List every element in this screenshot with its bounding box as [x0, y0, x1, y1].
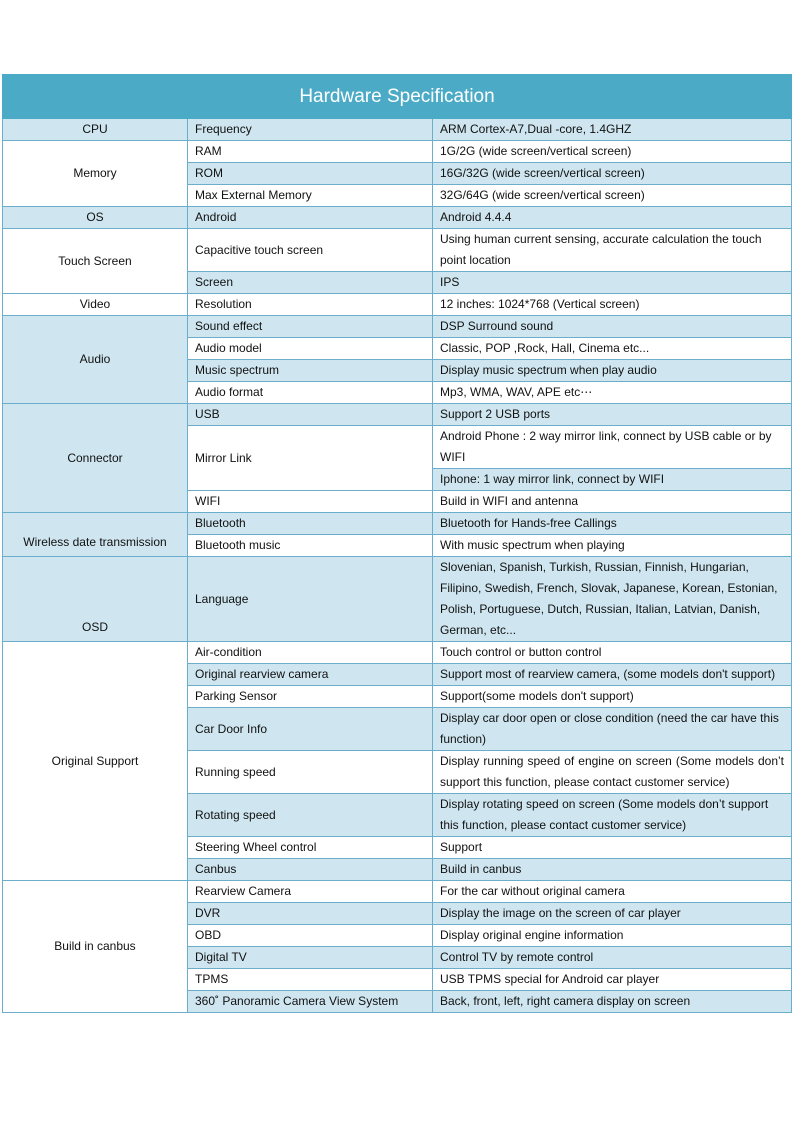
spec-value: Using human current sensing, accurate calculation the touch point location — [433, 229, 792, 272]
spec-value: Bluetooth for Hands-free Callings — [433, 513, 792, 535]
spec-item: Rotating speed — [188, 794, 433, 837]
spec-item: USB — [188, 404, 433, 426]
spec-row — [3, 513, 792, 535]
spec-category: CPU — [3, 119, 188, 141]
spec-value: Classic, POP ,Rock, Hall, Cinema etc... — [433, 338, 792, 360]
spec-item: Capacitive touch screen — [188, 229, 433, 272]
spec-item: Original rearview camera — [188, 664, 433, 686]
spec-item: Screen — [188, 272, 433, 294]
spec-value: Build in canbus — [433, 859, 792, 881]
spec-category: Wireless date transmission — [3, 513, 188, 557]
table-title-row — [3, 75, 792, 119]
spec-category: Memory — [3, 141, 188, 207]
table-title: Hardware Specification — [3, 75, 792, 119]
spec-value: 1G/2G (wide screen/vertical screen) — [433, 141, 792, 163]
spec-category: Touch Screen — [3, 229, 188, 294]
spec-value: Display music spectrum when play audio — [433, 360, 792, 382]
spec-row — [3, 229, 792, 272]
spec-row — [3, 404, 792, 426]
hardware-spec-table — [2, 74, 792, 1013]
spec-row — [3, 141, 792, 163]
spec-item: Steering Wheel control — [188, 837, 433, 859]
spec-value: Build in WIFI and antenna — [433, 491, 792, 513]
spec-row — [3, 119, 792, 141]
spec-value: Display rotating speed on screen (Some models don’t support this function, please contact customer service) — [433, 794, 792, 837]
spec-item: Audio model — [188, 338, 433, 360]
spec-row — [3, 207, 792, 229]
spec-row — [3, 316, 792, 338]
spec-value: IPS — [433, 272, 792, 294]
spec-item: Bluetooth music — [188, 535, 433, 557]
spec-category: OSD — [3, 557, 188, 642]
spec-row — [3, 557, 792, 642]
spec-item: Sound effect — [188, 316, 433, 338]
spec-item: Music spectrum — [188, 360, 433, 382]
spec-category: Connector — [3, 404, 188, 513]
spec-item: OBD — [188, 925, 433, 947]
spec-category: OS — [3, 207, 188, 229]
spec-category: Original Support — [3, 642, 188, 881]
spec-value: Mp3, WMA, WAV, APE etc⋯ — [433, 382, 792, 404]
spec-item: Bluetooth — [188, 513, 433, 535]
spec-item: Canbus — [188, 859, 433, 881]
spec-value: For the car without original camera — [433, 881, 792, 903]
spec-item: Android — [188, 207, 433, 229]
spec-item: Max External Memory — [188, 185, 433, 207]
spec-value: 12 inches: 1024*768 (Vertical screen) — [433, 294, 792, 316]
spec-value: Display the image on the screen of car player — [433, 903, 792, 925]
spec-value: Support(some models don't support) — [433, 686, 792, 708]
spec-row — [3, 642, 792, 664]
spec-category: Build in canbus — [3, 881, 188, 1013]
spec-value: 32G/64G (wide screen/vertical screen) — [433, 185, 792, 207]
spec-item: Digital TV — [188, 947, 433, 969]
spec-item: Resolution — [188, 294, 433, 316]
spec-item: 360˚ Panoramic Camera View System — [188, 991, 433, 1013]
spec-value: Back, front, left, right camera display on screen — [433, 991, 792, 1013]
spec-value: Support 2 USB ports — [433, 404, 792, 426]
spec-item: RAM — [188, 141, 433, 163]
spec-item: Language — [188, 557, 433, 642]
spec-value: Control TV by remote control — [433, 947, 792, 969]
spec-row — [3, 294, 792, 316]
spec-item: Air-condition — [188, 642, 433, 664]
spec-value: Display original engine information — [433, 925, 792, 947]
spec-value: Android Phone : 2 way mirror link, connect by USB cable or by WIFI — [433, 426, 792, 469]
spec-item: Running speed — [188, 751, 433, 794]
spec-item: DVR — [188, 903, 433, 925]
spec-item: Rearview Camera — [188, 881, 433, 903]
spec-value: Android 4.4.4 — [433, 207, 792, 229]
spec-category: Audio — [3, 316, 188, 404]
spec-category: Video — [3, 294, 188, 316]
spec-item: WIFI — [188, 491, 433, 513]
spec-value: Display car door open or close condition (need the car have this function) — [433, 708, 792, 751]
spec-value: Slovenian, Spanish, Turkish, Russian, Finnish, Hungarian, Filipino, Swedish, French, Slovak, Japanese, Korean, Estonian, Polish, Portuguese, Dutch, Russian, Italian, Latvian, Danish, German, etc... — [433, 557, 792, 642]
spec-value: Display running speed of engine on screen (Some models don’t support this function, please contact customer service) — [433, 751, 792, 794]
spec-item: Frequency — [188, 119, 433, 141]
spec-value: USB TPMS special for Android car player — [433, 969, 792, 991]
spec-item: Parking Sensor — [188, 686, 433, 708]
spec-item: ROM — [188, 163, 433, 185]
spec-value: Iphone: 1 way mirror link, connect by WIFI — [433, 469, 792, 491]
spec-value: Support most of rearview camera, (some models don't support) — [433, 664, 792, 686]
spec-item: TPMS — [188, 969, 433, 991]
spec-value: Touch control or button control — [433, 642, 792, 664]
spec-item: Mirror Link — [188, 426, 433, 491]
spec-item: Audio format — [188, 382, 433, 404]
spec-value: ARM Cortex-A7,Dual -core, 1.4GHZ — [433, 119, 792, 141]
spec-item: Car Door Info — [188, 708, 433, 751]
spec-value: Support — [433, 837, 792, 859]
spec-row — [3, 881, 792, 903]
spec-value: DSP Surround sound — [433, 316, 792, 338]
spec-value: 16G/32G (wide screen/vertical screen) — [433, 163, 792, 185]
spec-value: With music spectrum when playing — [433, 535, 792, 557]
